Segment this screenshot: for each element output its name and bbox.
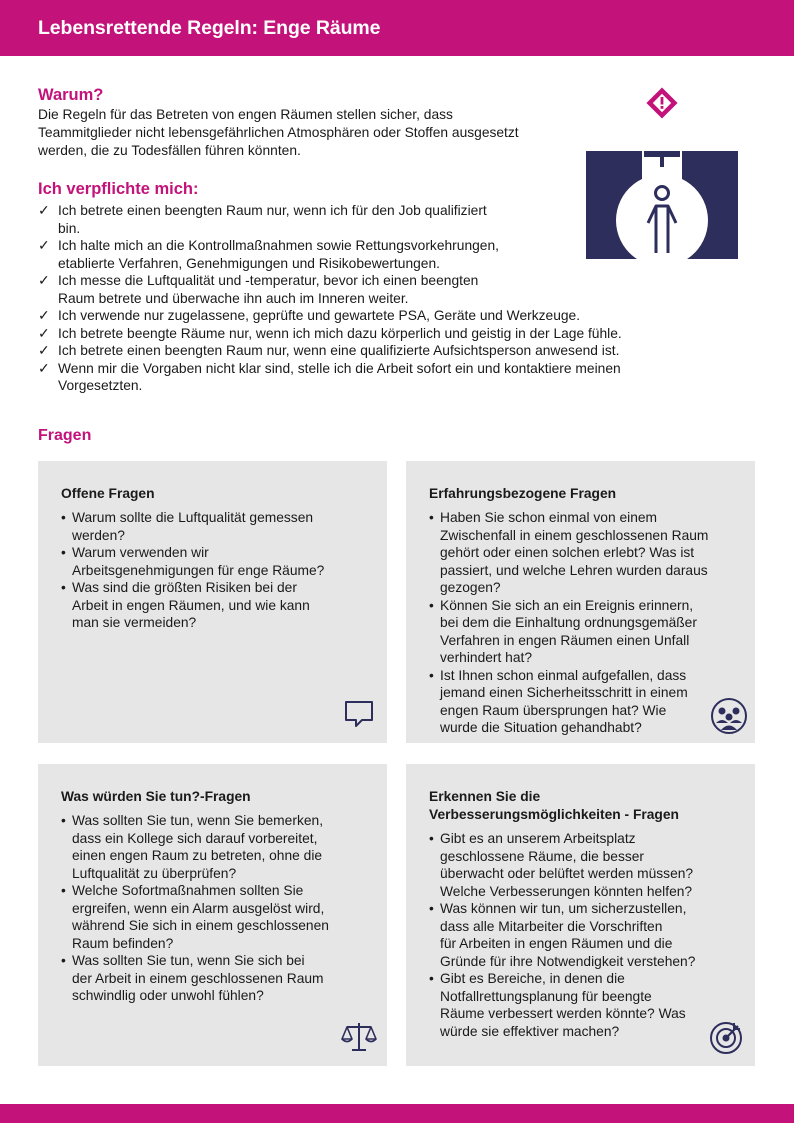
commitment-item (38, 237, 738, 272)
text-line: Vorgesetzten. (58, 378, 143, 393)
text-line: Was würden Sie tun?-Fragen (61, 789, 251, 804)
header-bar (0, 0, 794, 56)
text-line: dass alle Mitarbeiter die Vorschriften (440, 918, 663, 934)
text-line: schwindlig oder unwohl fühlen? (72, 988, 264, 1003)
commit-heading: Ich verpflichte mich: (38, 180, 199, 198)
text-line: Was können wir tun, um sicherzustellen, (440, 901, 687, 916)
text-line: man sie vermeiden? (72, 615, 197, 630)
question-item (429, 830, 695, 900)
question-card-improvement (406, 764, 755, 1066)
text-line: der Arbeit in einem geschlossenen Raum (72, 970, 324, 986)
text-line: überwacht oder belüftet werden müssen? (440, 866, 694, 881)
text-line: für Arbeiten in engen Räumen und die (440, 936, 673, 951)
speech-bubble-icon (342, 697, 376, 731)
question-item (61, 882, 329, 952)
text-line: Was sind die größten Risiken bei der (72, 580, 297, 595)
text-line: werden? (72, 527, 125, 543)
text-line: dass ein Kollege sich darauf vorbereitet, (72, 830, 318, 846)
text-line: Was sollten Sie tun, wenn Sie bemerken, (72, 813, 324, 828)
question-list (429, 509, 708, 737)
question-item (61, 952, 329, 1005)
commitment-list (38, 202, 738, 395)
text-line: Ich betrete beengte Räume nur, wenn ich mich dazu körperlich und geistig in der Lage fühle. (58, 325, 622, 341)
question-item (429, 970, 695, 1040)
text-line: bin. (58, 220, 81, 236)
text-line: Welche Verbesserungen könnten helfen? (440, 883, 693, 899)
question-item (61, 812, 329, 882)
check-icon: ✓ (38, 324, 50, 341)
text-line: verhindert hat? (440, 650, 533, 665)
card-title (429, 485, 729, 503)
commitment-item (38, 342, 738, 360)
scales-icon (341, 1019, 377, 1055)
group-people-icon (710, 697, 748, 735)
question-list (61, 509, 324, 632)
text-line: Warum sollte die Luftqualität gemessen (72, 510, 314, 525)
question-card-what-would-you-do (38, 764, 387, 1066)
card-title (429, 788, 729, 824)
question-list (61, 812, 329, 1005)
check-icon: ✓ (38, 237, 50, 253)
question-item (61, 509, 324, 544)
warning-diamond-icon (645, 86, 679, 120)
text-line: Zwischenfall in einem geschlossenen Raum (440, 527, 709, 543)
text-line: Verbesserungsmöglichkeiten - Fragen (429, 807, 679, 822)
text-line: Wenn mir die Vorgaben nicht klar sind, stelle ich die Arbeit sofort ein und kontaktiere meinen (58, 360, 621, 376)
text-line: Raum betrete und überwache ihn auch im Inneren weiter. (58, 290, 409, 306)
text-line: Ist Ihnen schon einmal aufgefallen, dass (440, 667, 687, 683)
text-line: einen engen Raum zu betreten, ohne die (72, 848, 323, 863)
text-line: Arbeit in engen Räumen, und wie kann (72, 597, 310, 613)
text-line: ergreifen, wenn ein Alarm ausgelöst wird, (72, 900, 325, 916)
card-title (61, 485, 361, 503)
text-line: Räume verbessert werden könnte? Was (440, 1006, 686, 1021)
card-title (61, 788, 361, 806)
text-line: gehört oder einen solchen erlebt? Was ist (440, 545, 695, 560)
why-text-content: Die Regeln für das Betreten von engen Räumen stellen sicher, dass Teammitglieder nicht lebensgefährlichen Atmosphären oder Stoffen ausgesetzt werden, die zu Todesfällen führen könnten. (38, 107, 519, 158)
text-line: Welche Sofortmaßnahmen sollten Sie (72, 883, 304, 898)
text-line: Gründe für ihre Notwendigkeit verstehen? (440, 953, 696, 969)
text-line: Arbeitsgenehmigungen für enge Räume? (72, 562, 325, 578)
commitment-item (38, 272, 738, 307)
footer-bar (0, 1104, 794, 1123)
text-line: passiert, und welche Lehren wurden daraus (440, 562, 708, 578)
check-icon: ✓ (38, 359, 50, 376)
text-line: Haben Sie schon einmal von einem (440, 510, 658, 525)
text-line: gezogen? (440, 580, 501, 595)
why-text (38, 106, 528, 160)
text-line: jemand einen Sicherheitsschritt in einem (440, 685, 688, 700)
check-icon: ✓ (38, 202, 50, 218)
text-line: wurde die Situation gehandhabt? (440, 720, 642, 735)
commitment-item (38, 325, 738, 343)
question-card-experience (406, 461, 755, 743)
text-line: etablierte Verfahren, Genehmigungen und Risikobewertungen. (58, 255, 440, 271)
questions-heading: Fragen (38, 427, 92, 444)
text-line: Ich betrete einen beengten Raum nur, wenn eine qualifizierte Aufsichtsperson anwesend ist. (58, 343, 620, 358)
text-line: geschlossene Räume, die besser (440, 848, 645, 864)
question-item (61, 544, 324, 579)
text-line: engen Raum übersprungen hat? Wie (440, 702, 667, 718)
text-line: Erkennen Sie die (429, 789, 541, 804)
commitment-item (38, 202, 738, 237)
question-item (429, 597, 708, 667)
question-item (429, 509, 708, 597)
text-line: Raum befinden? (72, 935, 174, 951)
text-line: Gibt es an unserem Arbeitsplatz (440, 831, 636, 846)
text-line: Ich verwende nur zugelassene, geprüfte und gewartete PSA, Geräte und Werkzeuge. (58, 308, 581, 323)
text-line: Ich messe die Luftqualität und -temperatur, bevor ich einen beengten (58, 273, 479, 288)
page-title: Lebensrettende Regeln: Enge Räume (38, 17, 381, 39)
question-item (429, 900, 695, 970)
question-card-open (38, 461, 387, 743)
commitment-item (38, 360, 738, 395)
question-list (429, 830, 695, 1040)
text-line: würde sie effektiver machen? (440, 1023, 620, 1039)
text-line: bei dem die Einhaltung ordnungsgemäßer (440, 615, 697, 630)
question-item (61, 579, 324, 632)
text-line: Verfahren in engen Räumen einen Unfall (440, 632, 690, 648)
check-icon: ✓ (38, 307, 50, 323)
text-line: Erfahrungsbezogene Fragen (429, 486, 617, 501)
text-line: Warum verwenden wir (72, 545, 209, 560)
text-line: während Sie sich in einem geschlossenen (72, 918, 329, 933)
question-item (429, 667, 708, 737)
check-icon: ✓ (38, 272, 50, 288)
text-line: Gibt es Bereiche, in denen die (440, 971, 625, 986)
text-line: Ich halte mich an die Kontrollmaßnahmen sowie Rettungsvorkehrungen, (58, 238, 499, 253)
check-icon: ✓ (38, 342, 50, 358)
commitment-item (38, 307, 738, 325)
text-line: Ich betrete einen beengten Raum nur, wenn ich für den Job qualifiziert (58, 203, 487, 218)
text-line: Notfallrettungsplanung für beengte (440, 988, 652, 1004)
target-icon (708, 1019, 744, 1055)
text-line: Was sollten Sie tun, wenn Sie sich bei (72, 953, 305, 968)
why-heading: Warum? (38, 86, 104, 104)
text-line: Luftqualität zu überprüfen? (72, 865, 237, 881)
text-line: Können Sie sich an ein Ereignis erinnern, (440, 597, 694, 613)
text-line: Offene Fragen (61, 486, 155, 501)
